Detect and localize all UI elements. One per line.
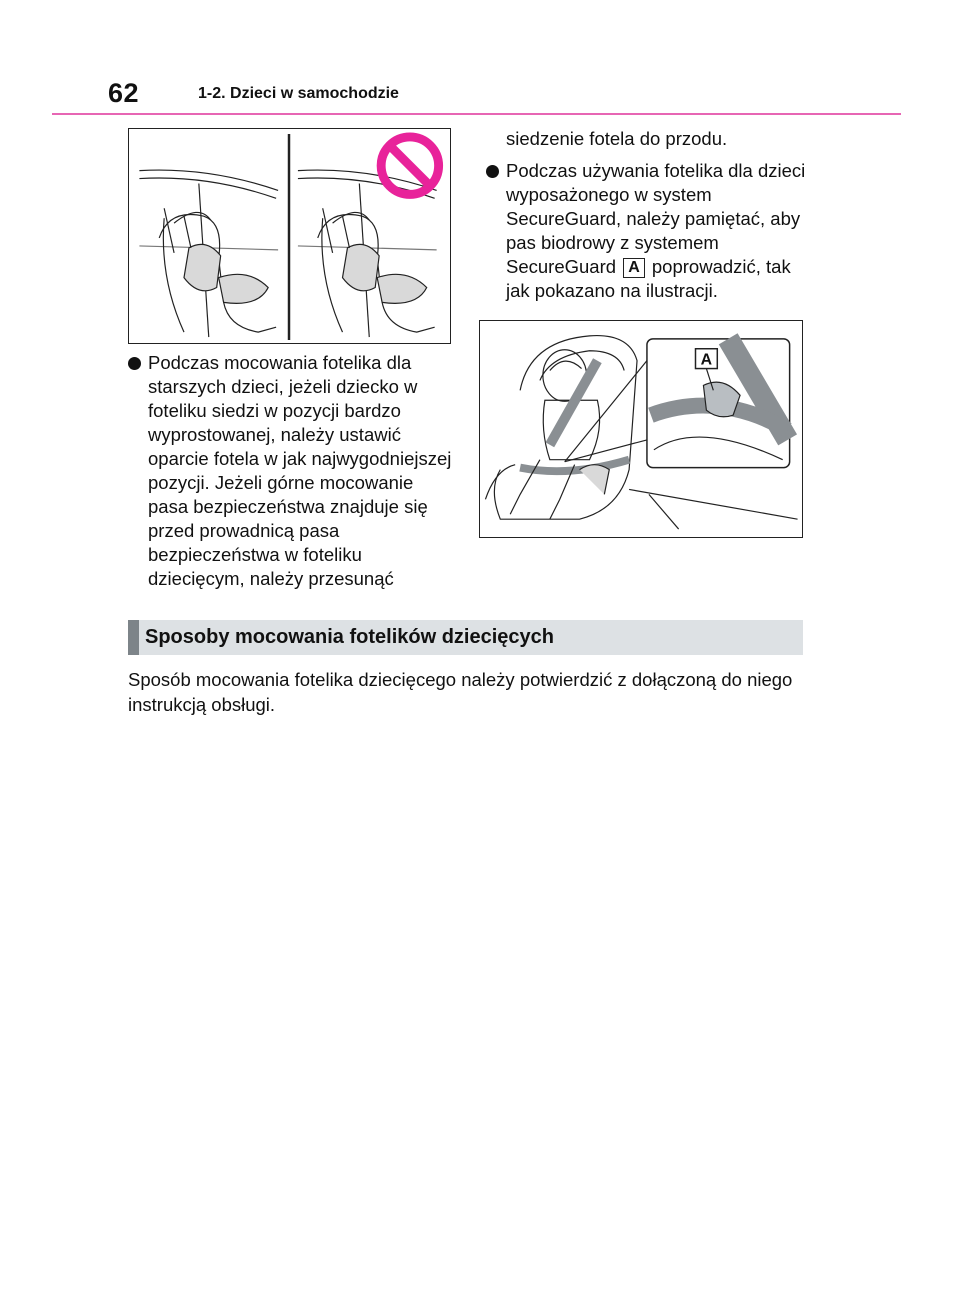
left-column	[128, 351, 458, 591]
body-paragraph: Sposób mocowania fotelika dziecięcego należy potwierdzić z dołączoną do niego instrukcją obsługi.	[128, 669, 793, 715]
secureguard-illustration	[480, 321, 802, 537]
secureguard-inset	[647, 339, 790, 468]
prohibited-icon	[381, 137, 438, 194]
bullet-item-reclined-seat	[128, 351, 458, 591]
seat-comparison-illustration	[129, 129, 450, 343]
page-number: 62	[108, 78, 140, 108]
bullet-text-part1: Podczas używania fotelika dla dzieci wyposażonego w system SecureGuard, należy pamiętać, aby pas biodrowy z systemem SecureGuard	[506, 160, 806, 277]
bullet-item-secureguard	[486, 159, 806, 303]
inset-callout-a: A	[700, 351, 713, 369]
figure-seat-comparison	[128, 128, 451, 344]
bullet-text: Podczas mocowania fotelika dla starszych dzieci, jeżeli dziecko w foteliku siedzi w pozycji bardzo wyprostowanej, należy ustawić oparcie fotela w jak najwygodniejszej pozycji. Jeżeli górne mocowanie pasa bezpieczeństwa znajduje się przed prowadnicą pasa bezpieczeństwa w foteliku dziecięcym, należy przesunąć	[148, 352, 452, 589]
continuation-text: siedzenie fotela do przodu.	[506, 128, 728, 149]
section-heading-title: Sposoby mocowania fotelików dziecięcych	[145, 626, 554, 648]
section-title: 1-2. Dzieci w samochodzie	[198, 85, 399, 102]
bullet-icon	[486, 165, 499, 178]
header-rule	[52, 113, 901, 115]
callout-label-a: A	[623, 258, 645, 278]
right-column	[486, 127, 806, 303]
bullet-text-part2: poprowadzić, tak jak pokazano na ilustracji.	[506, 256, 791, 301]
bullet-icon	[128, 357, 141, 370]
section-heading	[128, 620, 803, 655]
figure-secureguard	[479, 320, 803, 538]
